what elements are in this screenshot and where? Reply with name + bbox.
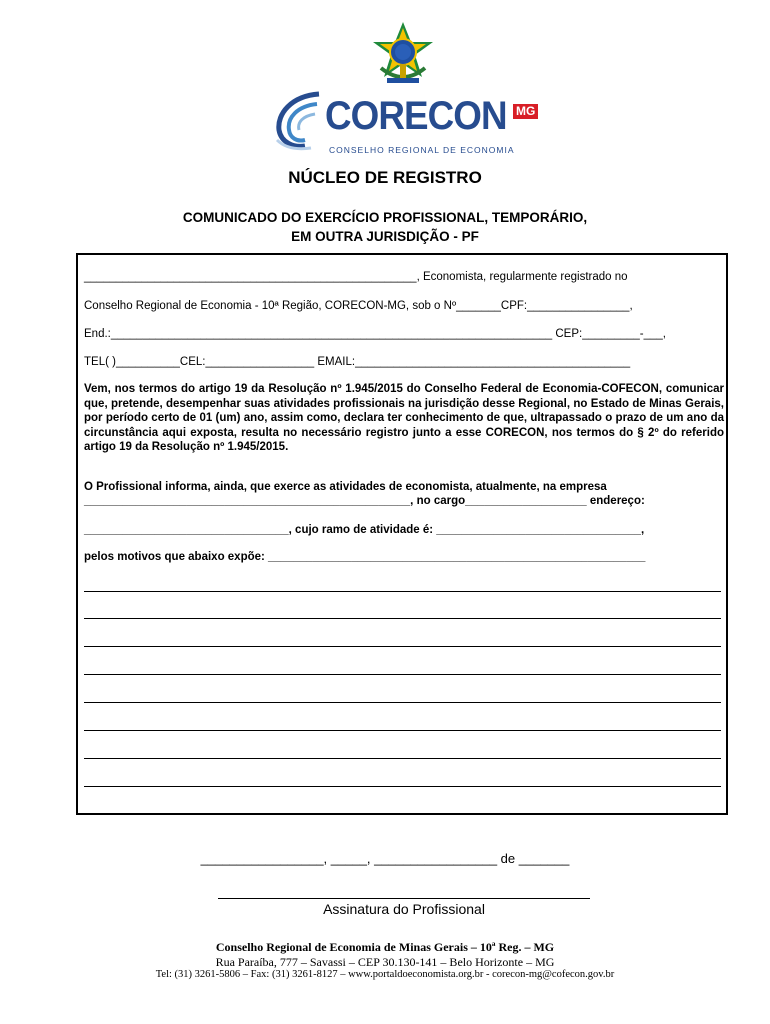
motives-blank-line[interactable] [84, 702, 721, 703]
name-field-line[interactable]: ____________________________________________________, Economista, regularmente registrado no [84, 271, 628, 283]
company-cargo-line[interactable]: ___________________________________________________, no cargo___________________ endereço: [84, 495, 645, 507]
footer-contact: Tel: (31) 3261-5806 – Fax: (31) 3261-8127 – www.portaldoeconomista.org.br - corecon-mg@cofecon.gov.br [155, 969, 615, 980]
footer-address: Rua Paraíba, 777 – Savassi – CEP 30.130-141 – Belo Horizonte – MG [215, 955, 555, 969]
address-cep-line[interactable]: End.:_____________________________________________________________________ CEP:_________-___, [84, 328, 666, 340]
motives-blank-line[interactable] [84, 786, 721, 787]
subtitle-line-1: COMUNICADO DO EXERCÍCIO PROFISSIONAL, TEMPORÁRIO, [182, 210, 588, 225]
company-info-line: O Profissional informa, ainda, que exerce as atividades de economista, atualmente, na empresa [84, 481, 607, 493]
motives-blank-line[interactable] [84, 674, 721, 675]
registration-cpf-line[interactable]: Conselho Regional de Economia - 10ª Região, CORECON-MG, sob o Nº_______CPF:________________, [84, 300, 633, 312]
motives-blank-line[interactable] [84, 730, 721, 731]
page-title: NÚCLEO DE REGISTRO [288, 168, 482, 187]
activity-branch-line[interactable]: ________________________________, cujo ramo de atividade é: ________________________________, [84, 524, 645, 536]
place-date-line[interactable]: _________________, _____, _________________ de _______ [200, 851, 570, 866]
footer-organization: Conselho Regional de Economia de Minas Gerais – 10ª Reg. – MG [215, 940, 555, 954]
brazil-coat-of-arms-seal [367, 20, 439, 92]
motives-blank-line[interactable] [84, 758, 721, 759]
motives-blank-line[interactable] [84, 591, 721, 592]
corecon-brand-name: CORECON [325, 94, 507, 138]
state-tag-badge: MG [513, 104, 538, 119]
declaration-paragraph: Vem, nos termos do artigo 19 da Resolução nº 1.945/2015 do Conselho Federal de Economia-COFECON, comunicar que, pretende, desempenhar suas atividades profissionais na jurisdição desse Regional, no Estado de Minas Gerais, por período certo de 01 (um) ano, assim como, declara ter conhecimento de que, ultrapassado o prazo de um ano da circunstância aqui exposta, resulta no necessário registro junto a esse CORECON, nos termos do § 2º do referido artigo 19 da Resolução nº 1.945/2015. [84, 383, 724, 453]
motives-line[interactable]: pelos motivos que abaixo expõe: ___________________________________________________________ [84, 551, 646, 563]
phone-email-line[interactable]: TEL( )__________CEL:_________________ EMAIL:___________________________________________ [84, 356, 631, 368]
brand-subtitle: CONSELHO REGIONAL DE ECONOMIA [329, 145, 515, 155]
subtitle-line-2: EM OUTRA JURISDIÇÃO - PF [291, 229, 479, 244]
motives-blank-line[interactable] [84, 618, 721, 619]
motives-blank-line[interactable] [84, 646, 721, 647]
signature-rule[interactable] [218, 898, 590, 899]
signature-label: Assinatura do Profissional [323, 901, 485, 917]
corecon-swirl-logo [271, 90, 326, 152]
document-subtitle [0, 208, 770, 246]
